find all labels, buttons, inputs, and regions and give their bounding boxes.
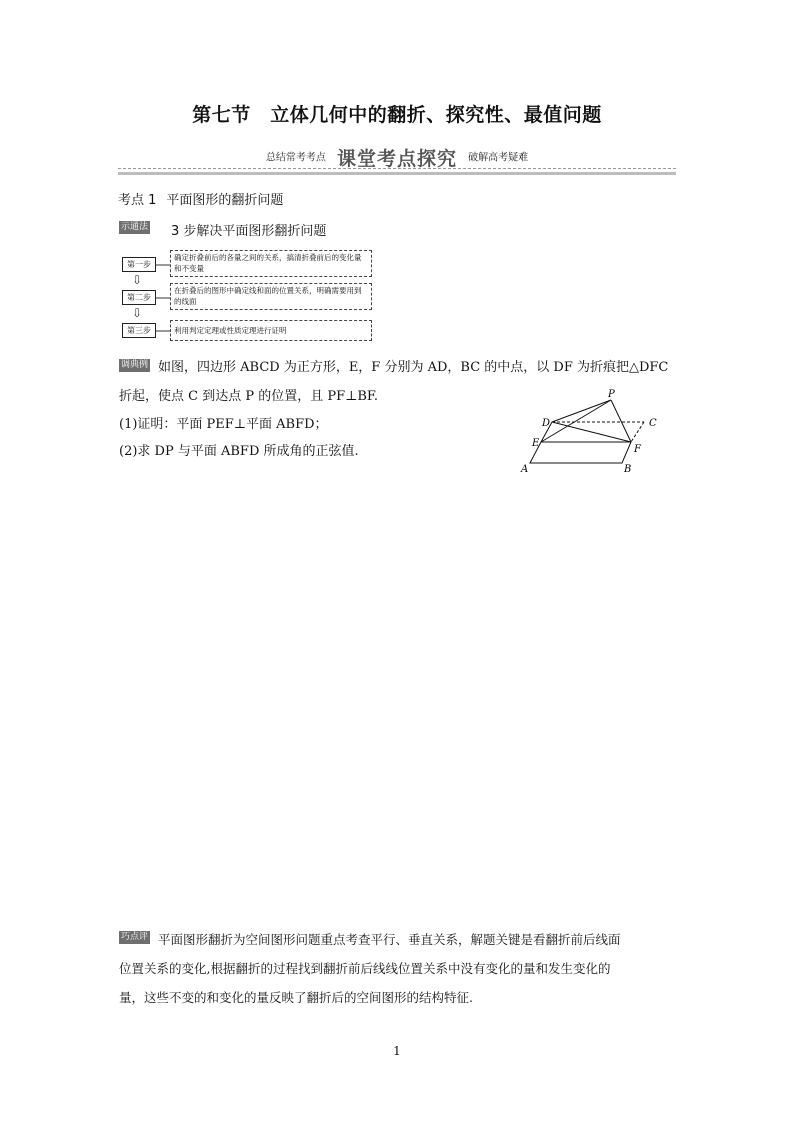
edge-DF [552, 422, 631, 442]
comment-line-3: 量，这些不变的和变化的量反映了翻折后的空间图形的结构特征. [119, 990, 473, 1005]
page-title: 第七节 立体几何中的翻折、探究性、最值问题 [192, 104, 602, 126]
label-P: P [608, 389, 615, 400]
method-tag: 示通法 [121, 222, 149, 232]
banner-main-text: 课堂考点探究 [336, 147, 457, 170]
comment-tag: 巧点评 [121, 932, 149, 942]
step-arrow-2-icon: ⇩ [131, 306, 143, 320]
example-tag: 调典例 [121, 360, 149, 370]
step-1-label: 第一步 [122, 257, 156, 272]
step-1-connector [155, 262, 171, 268]
edge-PE [541, 400, 611, 442]
comment-line-1: 平面图形翻折为空间图形问题重点考查平行、垂直关系，解题关键是看翻折前后线面 [158, 932, 621, 947]
folded-square-figure [508, 386, 668, 482]
banner-rule [118, 172, 676, 175]
page-number: 1 [393, 1044, 401, 1058]
method-title: 3 步解决平面图形翻折问题 [171, 224, 327, 239]
question-1: (1)证明：平面 PEF⊥平面 ABFD； [119, 417, 328, 432]
step-2-description: 在折叠后的图形中确定线和面的位置关系，明确需要用到的线面 [170, 283, 372, 310]
label-F: F [634, 444, 641, 455]
step-1-description: 确定折叠前后的各量之间的关系，搞清折叠前后的变化量和不变量 [170, 250, 372, 277]
step-3-connector [155, 328, 171, 334]
question-2: (2)求 DP 与平面 ABFD 所成角的正弦值. [119, 444, 359, 459]
base-plane-ABFE [530, 442, 631, 463]
banner-left-text: 总结常考考点 [265, 152, 326, 164]
edge-PD [552, 400, 611, 422]
step-3-description: 利用判定定理或性质定理进行证明 [170, 320, 372, 341]
label-A: A [521, 464, 529, 475]
label-D: D [542, 418, 551, 429]
section-banner [118, 146, 676, 170]
section-title: 平面图形的翻折问题 [166, 193, 284, 208]
edge-PF [611, 400, 631, 442]
label-C: C [649, 418, 657, 429]
step-2-connector [155, 295, 171, 301]
step-2-label: 第二步 [122, 290, 156, 305]
label-E: E [532, 438, 540, 449]
label-B: B [624, 464, 632, 475]
banner-right-text: 破解高考疑难 [468, 152, 529, 164]
step-arrow-1-icon: ⇩ [131, 273, 143, 287]
section-label: 考点 1 [118, 193, 157, 208]
example-line-2: 折起，使点 C 到达点 P 的位置，且 PF⊥BF. [119, 389, 379, 404]
section-heading [118, 189, 283, 208]
example-line-1: 如图，四边形 ABCD 为正方形，E，F 分别为 AD，BC 的中点，以 DF 为折痕把△DFC [158, 360, 669, 375]
edge-CF-dashed [631, 422, 644, 442]
comment-line-2: 位置关系的变化,根据翻折的过程找到翻折前后线线位置关系中没有变化的量和发生变化的 [119, 961, 611, 976]
step-3-label: 第三步 [122, 323, 156, 338]
